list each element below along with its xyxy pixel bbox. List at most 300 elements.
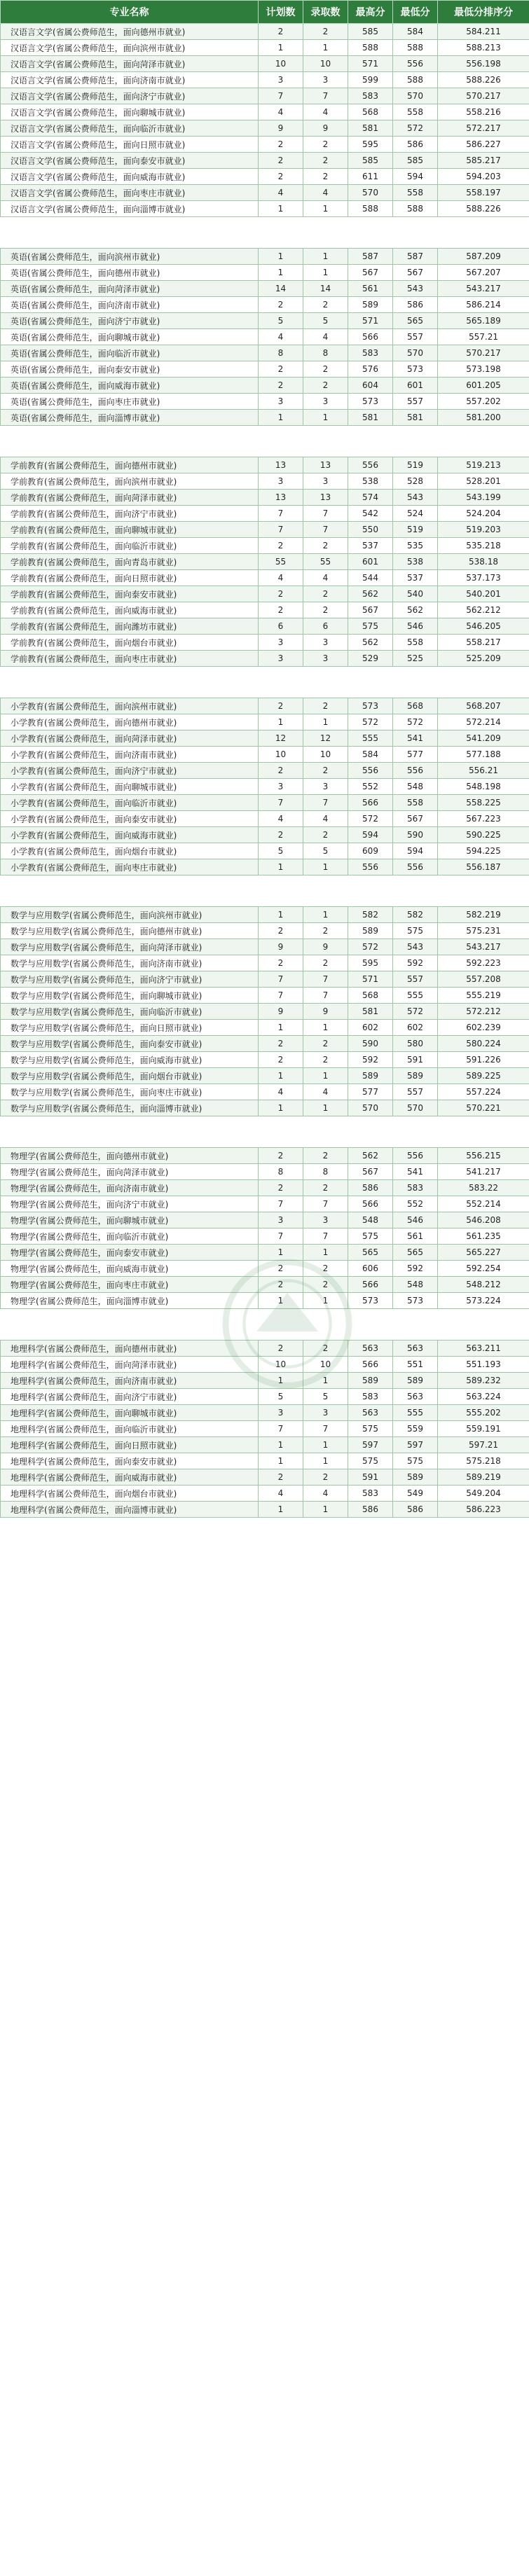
admitted-count-cell: 1 (303, 1437, 348, 1453)
plan-count-cell: 2 (259, 1341, 303, 1357)
lowest-score-cell: 602 (393, 1020, 438, 1036)
group-separator-cell (1, 1116, 529, 1148)
lowest-score-cell: 601 (393, 378, 438, 394)
major-name-cell: 数学与应用数学(省属公费师范生，面向济南市就业) (1, 955, 259, 971)
lowest-score-cell: 561 (393, 1228, 438, 1245)
lowest-score-cell: 558 (393, 635, 438, 651)
table-row (1, 361, 529, 378)
admitted-count-cell: 1 (303, 1453, 348, 1469)
major-name-cell: 学前教育(省属公费师范生，面向济宁市就业) (1, 506, 259, 522)
highest-score-cell: 544 (348, 570, 393, 586)
highest-score-cell: 568 (348, 988, 393, 1004)
major-name-cell: 数学与应用数学(省属公费师范生，面向泰安市就业) (1, 1036, 259, 1052)
plan-count-cell: 2 (259, 955, 303, 971)
lowest-score-cell: 567 (393, 811, 438, 827)
highest-score-cell: 566 (348, 1277, 393, 1293)
lowest-rank-score-cell: 565.189 (438, 313, 529, 329)
major-name-cell: 物理学(省属公费师范生，面向德州市就业) (1, 1148, 259, 1164)
highest-score-cell: 583 (348, 345, 393, 361)
admitted-count-cell: 1 (303, 1100, 348, 1116)
lowest-score-cell: 555 (393, 988, 438, 1004)
lowest-score-cell: 546 (393, 618, 438, 635)
plan-count-cell: 7 (259, 971, 303, 988)
lowest-rank-score-cell: 594.225 (438, 843, 529, 859)
lowest-score-cell: 549 (393, 1486, 438, 1502)
lowest-rank-score-cell: 557.21 (438, 329, 529, 345)
plan-count-cell: 1 (259, 1068, 303, 1084)
lowest-score-cell: 572 (393, 714, 438, 730)
plan-count-cell: 1 (259, 265, 303, 281)
highest-score-cell: 587 (348, 249, 393, 265)
major-name-cell: 学前教育(省属公费师范生，面向德州市就业) (1, 457, 259, 473)
lowest-score-cell: 575 (393, 923, 438, 939)
table-header-row (1, 1, 529, 24)
admitted-count-cell: 3 (303, 1405, 348, 1421)
admitted-count-cell: 12 (303, 730, 348, 747)
major-name-cell: 物理学(省属公费师范生，面向威海市就业) (1, 1261, 259, 1277)
lowest-score-cell: 558 (393, 104, 438, 120)
admitted-count-cell: 1 (303, 859, 348, 875)
plan-count-cell: 2 (259, 923, 303, 939)
lowest-score-cell: 592 (393, 1261, 438, 1277)
lowest-rank-score-cell: 535.218 (438, 538, 529, 554)
plan-count-cell: 5 (259, 1389, 303, 1405)
admitted-count-cell: 2 (303, 361, 348, 378)
table-row (1, 618, 529, 635)
lowest-rank-score-cell: 519.203 (438, 522, 529, 538)
highest-score-cell: 567 (348, 602, 393, 618)
admitted-count-cell: 2 (303, 923, 348, 939)
admitted-count-cell: 2 (303, 1052, 348, 1068)
admitted-count-cell: 2 (303, 1469, 348, 1486)
highest-score-cell: 602 (348, 1020, 393, 1036)
highest-score-cell: 565 (348, 1245, 393, 1261)
highest-score-cell: 572 (348, 714, 393, 730)
lowest-score-cell: 524 (393, 506, 438, 522)
lowest-score-cell: 587 (393, 249, 438, 265)
admitted-count-cell: 13 (303, 457, 348, 473)
table-row (1, 988, 529, 1004)
admitted-count-cell: 7 (303, 1196, 348, 1212)
group-separator (1, 667, 529, 698)
lowest-rank-score-cell: 589.232 (438, 1373, 529, 1389)
lowest-rank-score-cell: 577.188 (438, 747, 529, 763)
lowest-score-cell: 543 (393, 281, 438, 297)
admitted-count-cell: 4 (303, 104, 348, 120)
table-row (1, 1405, 529, 1421)
table-row (1, 249, 529, 265)
highest-score-cell: 592 (348, 1052, 393, 1068)
lowest-rank-score-cell: 581.200 (438, 410, 529, 426)
major-name-cell: 汉语言文学(省属公费师范生，面向菏泽市就业) (1, 56, 259, 72)
header-admitted-count: 录取数 (303, 1, 348, 24)
lowest-score-cell: 589 (393, 1068, 438, 1084)
table-row (1, 169, 529, 185)
highest-score-cell: 563 (348, 1341, 393, 1357)
admitted-count-cell: 2 (303, 763, 348, 779)
major-name-cell: 英语(省属公费师范生，面向威海市就业) (1, 378, 259, 394)
admitted-count-cell: 1 (303, 410, 348, 426)
plan-count-cell: 7 (259, 506, 303, 522)
lowest-rank-score-cell: 549.204 (438, 1486, 529, 1502)
lowest-rank-score-cell: 570.217 (438, 345, 529, 361)
lowest-rank-score-cell: 572.214 (438, 714, 529, 730)
table-row (1, 971, 529, 988)
lowest-rank-score-cell: 546.208 (438, 1212, 529, 1228)
major-name-cell: 学前教育(省属公费师范生，面向威海市就业) (1, 602, 259, 618)
lowest-rank-score-cell: 585.217 (438, 153, 529, 169)
lowest-rank-score-cell: 537.173 (438, 570, 529, 586)
plan-count-cell: 2 (259, 137, 303, 153)
plan-count-cell: 5 (259, 843, 303, 859)
admitted-count-cell: 2 (303, 378, 348, 394)
highest-score-cell: 574 (348, 490, 393, 506)
highest-score-cell: 604 (348, 378, 393, 394)
major-name-cell: 学前教育(省属公费师范生，面向聊城市就业) (1, 522, 259, 538)
table-row (1, 1437, 529, 1453)
table-row (1, 1196, 529, 1212)
plan-count-cell: 14 (259, 281, 303, 297)
table-row (1, 24, 529, 40)
major-name-cell: 英语(省属公费师范生，面向滨州市就业) (1, 249, 259, 265)
highest-score-cell: 588 (348, 40, 393, 56)
admitted-count-cell: 1 (303, 907, 348, 923)
group-separator-cell (1, 426, 529, 457)
admitted-count-cell: 3 (303, 1212, 348, 1228)
table-row (1, 1068, 529, 1084)
plan-count-cell: 1 (259, 1373, 303, 1389)
table-row (1, 1164, 529, 1180)
admitted-count-cell: 7 (303, 88, 348, 104)
major-name-cell: 汉语言文学(省属公费师范生，面向威海市就业) (1, 169, 259, 185)
lowest-score-cell: 594 (393, 843, 438, 859)
lowest-rank-score-cell: 559.191 (438, 1421, 529, 1437)
admitted-count-cell: 14 (303, 281, 348, 297)
major-name-cell: 数学与应用数学(省属公费师范生，面向菏泽市就业) (1, 939, 259, 955)
plan-count-cell: 1 (259, 1100, 303, 1116)
plan-count-cell: 5 (259, 313, 303, 329)
major-name-cell: 英语(省属公费师范生，面向聊城市就业) (1, 329, 259, 345)
highest-score-cell: 575 (348, 1421, 393, 1437)
lowest-rank-score-cell: 583.22 (438, 1180, 529, 1196)
admitted-count-cell: 7 (303, 522, 348, 538)
major-name-cell: 物理学(省属公费师范生，面向聊城市就业) (1, 1212, 259, 1228)
lowest-rank-score-cell: 586.223 (438, 1502, 529, 1518)
table-row (1, 265, 529, 281)
lowest-score-cell: 572 (393, 120, 438, 137)
lowest-rank-score-cell: 558.216 (438, 104, 529, 120)
lowest-score-cell: 525 (393, 651, 438, 667)
table-body (1, 24, 529, 1518)
major-name-cell: 汉语言文学(省属公费师范生，面向德州市就业) (1, 24, 259, 40)
plan-count-cell: 7 (259, 1228, 303, 1245)
lowest-score-cell: 565 (393, 313, 438, 329)
lowest-rank-score-cell: 584.211 (438, 24, 529, 40)
admitted-count-cell: 1 (303, 265, 348, 281)
highest-score-cell: 581 (348, 1004, 393, 1020)
lowest-score-cell: 563 (393, 1389, 438, 1405)
admitted-count-cell: 2 (303, 955, 348, 971)
major-name-cell: 汉语言文学(省属公费师范生，面向济宁市就业) (1, 88, 259, 104)
major-name-cell: 学前教育(省属公费师范生，面向菏泽市就业) (1, 490, 259, 506)
table-row (1, 281, 529, 297)
lowest-score-cell: 538 (393, 554, 438, 570)
admitted-count-cell: 7 (303, 1421, 348, 1437)
lowest-score-cell: 557 (393, 329, 438, 345)
lowest-score-cell: 586 (393, 297, 438, 313)
highest-score-cell: 586 (348, 1180, 393, 1196)
highest-score-cell: 591 (348, 1469, 393, 1486)
lowest-score-cell: 556 (393, 763, 438, 779)
lowest-score-cell: 535 (393, 538, 438, 554)
lowest-score-cell: 570 (393, 88, 438, 104)
lowest-rank-score-cell: 572.217 (438, 120, 529, 137)
major-name-cell: 小学教育(省属公费师范生，面向菏泽市就业) (1, 730, 259, 747)
major-name-cell: 汉语言文学(省属公费师范生，面向济南市就业) (1, 72, 259, 88)
lowest-score-cell: 597 (393, 1437, 438, 1453)
highest-score-cell: 601 (348, 554, 393, 570)
lowest-rank-score-cell: 541.209 (438, 730, 529, 747)
highest-score-cell: 581 (348, 120, 393, 137)
lowest-score-cell: 541 (393, 730, 438, 747)
header-lowest-score: 最低分 (393, 1, 438, 24)
plan-count-cell: 2 (259, 169, 303, 185)
plan-count-cell: 1 (259, 201, 303, 217)
lowest-score-cell: 589 (393, 1373, 438, 1389)
highest-score-cell: 556 (348, 763, 393, 779)
admitted-count-cell: 4 (303, 1486, 348, 1502)
header-major-name: 专业名称 (1, 1, 259, 24)
major-name-cell: 汉语言文学(省属公费师范生，面向滨州市就业) (1, 40, 259, 56)
plan-count-cell: 10 (259, 1357, 303, 1373)
highest-score-cell: 555 (348, 730, 393, 747)
admitted-count-cell: 4 (303, 570, 348, 586)
lowest-score-cell: 519 (393, 522, 438, 538)
plan-count-cell: 2 (259, 297, 303, 313)
plan-count-cell: 1 (259, 249, 303, 265)
table-row (1, 939, 529, 955)
admitted-count-cell: 1 (303, 1502, 348, 1518)
highest-score-cell: 572 (348, 811, 393, 827)
table-row (1, 923, 529, 939)
plan-count-cell: 3 (259, 635, 303, 651)
plan-count-cell: 4 (259, 811, 303, 827)
admitted-count-cell: 1 (303, 714, 348, 730)
lowest-score-cell: 528 (393, 473, 438, 490)
lowest-rank-score-cell: 558.217 (438, 635, 529, 651)
table-row (1, 345, 529, 361)
table-row (1, 56, 529, 72)
plan-count-cell: 9 (259, 939, 303, 955)
table-row (1, 602, 529, 618)
highest-score-cell: 552 (348, 779, 393, 795)
table-row (1, 635, 529, 651)
admitted-count-cell: 6 (303, 618, 348, 635)
table-row (1, 779, 529, 795)
major-name-cell: 学前教育(省属公费师范生，面向日照市就业) (1, 570, 259, 586)
table-row (1, 1261, 529, 1277)
admitted-count-cell: 2 (303, 698, 348, 714)
lowest-rank-score-cell: 573.224 (438, 1293, 529, 1309)
admitted-count-cell: 3 (303, 394, 348, 410)
major-name-cell: 学前教育(省属公费师范生，面向临沂市就业) (1, 538, 259, 554)
admitted-count-cell: 1 (303, 1293, 348, 1309)
plan-count-cell: 8 (259, 1164, 303, 1180)
major-name-cell: 学前教育(省属公费师范生，面向青岛市就业) (1, 554, 259, 570)
highest-score-cell: 568 (348, 104, 393, 120)
plan-count-cell: 2 (259, 1036, 303, 1052)
plan-count-cell: 4 (259, 1084, 303, 1100)
major-name-cell: 地理科学(省属公费师范生，面向泰安市就业) (1, 1453, 259, 1469)
plan-count-cell: 1 (259, 410, 303, 426)
table-row (1, 747, 529, 763)
table-row (1, 1020, 529, 1036)
table-row (1, 1293, 529, 1309)
admitted-count-cell: 2 (303, 24, 348, 40)
admitted-count-cell: 2 (303, 137, 348, 153)
plan-count-cell: 1 (259, 714, 303, 730)
highest-score-cell: 589 (348, 1373, 393, 1389)
lowest-rank-score-cell: 557.208 (438, 971, 529, 988)
major-name-cell: 物理学(省属公费师范生，面向泰安市就业) (1, 1245, 259, 1261)
lowest-rank-score-cell: 524.204 (438, 506, 529, 522)
table-row (1, 1245, 529, 1261)
lowest-score-cell: 589 (393, 1469, 438, 1486)
admitted-count-cell: 8 (303, 1164, 348, 1180)
major-name-cell: 物理学(省属公费师范生，面向枣庄市就业) (1, 1277, 259, 1293)
plan-count-cell: 4 (259, 570, 303, 586)
table-row (1, 1373, 529, 1389)
highest-score-cell: 566 (348, 1196, 393, 1212)
major-name-cell: 英语(省属公费师范生，面向临沂市就业) (1, 345, 259, 361)
admitted-count-cell: 4 (303, 185, 348, 201)
table-row (1, 88, 529, 104)
admitted-count-cell: 1 (303, 40, 348, 56)
admitted-count-cell: 10 (303, 56, 348, 72)
highest-score-cell: 581 (348, 410, 393, 426)
major-name-cell: 地理科学(省属公费师范生，面向聊城市就业) (1, 1405, 259, 1421)
lowest-rank-score-cell: 575.218 (438, 1453, 529, 1469)
plan-count-cell: 8 (259, 345, 303, 361)
lowest-score-cell: 575 (393, 1453, 438, 1469)
admitted-count-cell: 10 (303, 747, 348, 763)
major-name-cell: 汉语言文学(省属公费师范生，面向泰安市就业) (1, 153, 259, 169)
admitted-count-cell: 4 (303, 811, 348, 827)
table-row (1, 859, 529, 875)
lowest-rank-score-cell: 601.205 (438, 378, 529, 394)
lowest-rank-score-cell: 541.217 (438, 1164, 529, 1180)
plan-count-cell: 7 (259, 795, 303, 811)
plan-count-cell: 12 (259, 730, 303, 747)
major-name-cell: 小学教育(省属公费师范生，面向枣庄市就业) (1, 859, 259, 875)
plan-count-cell: 1 (259, 907, 303, 923)
lowest-rank-score-cell: 563.224 (438, 1389, 529, 1405)
lowest-score-cell: 573 (393, 361, 438, 378)
lowest-score-cell: 563 (393, 1341, 438, 1357)
admitted-count-cell: 4 (303, 1084, 348, 1100)
major-name-cell: 英语(省属公费师范生，面向济宁市就业) (1, 313, 259, 329)
lowest-rank-score-cell: 567.223 (438, 811, 529, 827)
major-name-cell: 地理科学(省属公费师范生，面向临沂市就业) (1, 1421, 259, 1437)
highest-score-cell: 583 (348, 88, 393, 104)
highest-score-cell: 567 (348, 1164, 393, 1180)
lowest-rank-score-cell: 555.202 (438, 1405, 529, 1421)
lowest-rank-score-cell: 556.198 (438, 56, 529, 72)
table-row (1, 1004, 529, 1020)
lowest-rank-score-cell: 602.239 (438, 1020, 529, 1036)
lowest-score-cell: 543 (393, 490, 438, 506)
major-name-cell: 汉语言文学(省属公费师范生，面向聊城市就业) (1, 104, 259, 120)
major-name-cell: 小学教育(省属公费师范生，面向临沂市就业) (1, 795, 259, 811)
major-name-cell: 小学教育(省属公费师范生，面向泰安市就业) (1, 811, 259, 827)
table-row (1, 586, 529, 602)
table-row (1, 506, 529, 522)
lowest-rank-score-cell: 519.213 (438, 457, 529, 473)
major-name-cell: 学前教育(省属公费师范生，面向潍坊市就业) (1, 618, 259, 635)
table-row (1, 1357, 529, 1373)
table-row (1, 698, 529, 714)
table-row (1, 378, 529, 394)
lowest-score-cell: 581 (393, 410, 438, 426)
table-row (1, 1180, 529, 1196)
table-row (1, 104, 529, 120)
lowest-rank-score-cell: 556.21 (438, 763, 529, 779)
lowest-rank-score-cell: 558.225 (438, 795, 529, 811)
major-name-cell: 地理科学(省属公费师范生，面向济南市就业) (1, 1373, 259, 1389)
admitted-count-cell: 2 (303, 602, 348, 618)
plan-count-cell: 4 (259, 1486, 303, 1502)
table-row (1, 1389, 529, 1405)
table-row (1, 730, 529, 747)
lowest-score-cell: 592 (393, 955, 438, 971)
highest-score-cell: 562 (348, 635, 393, 651)
major-name-cell: 地理科学(省属公费师范生，面向淄博市就业) (1, 1502, 259, 1518)
lowest-score-cell: 552 (393, 1196, 438, 1212)
highest-score-cell: 583 (348, 1389, 393, 1405)
highest-score-cell: 586 (348, 1502, 393, 1518)
table-row (1, 651, 529, 667)
table-row (1, 329, 529, 345)
table-row (1, 1036, 529, 1052)
lowest-score-cell: 537 (393, 570, 438, 586)
major-name-cell: 数学与应用数学(省属公费师范生，面向枣庄市就业) (1, 1084, 259, 1100)
lowest-rank-score-cell: 580.224 (438, 1036, 529, 1052)
admitted-count-cell: 1 (303, 201, 348, 217)
table-row (1, 185, 529, 201)
highest-score-cell: 597 (348, 1437, 393, 1453)
lowest-score-cell: 568 (393, 698, 438, 714)
plan-count-cell: 1 (259, 1437, 303, 1453)
group-separator (1, 1309, 529, 1341)
admitted-count-cell: 2 (303, 1180, 348, 1196)
plan-count-cell: 1 (259, 1293, 303, 1309)
admitted-count-cell: 3 (303, 779, 348, 795)
plan-count-cell: 6 (259, 618, 303, 635)
major-name-cell: 数学与应用数学(省属公费师范生，面向德州市就业) (1, 923, 259, 939)
highest-score-cell: 583 (348, 1486, 393, 1502)
lowest-rank-score-cell: 557.224 (438, 1084, 529, 1100)
plan-count-cell: 2 (259, 1261, 303, 1277)
highest-score-cell: 542 (348, 506, 393, 522)
plan-count-cell: 3 (259, 779, 303, 795)
lowest-rank-score-cell: 540.201 (438, 586, 529, 602)
major-name-cell: 数学与应用数学(省属公费师范生，面向聊城市就业) (1, 988, 259, 1004)
plan-count-cell: 2 (259, 827, 303, 843)
admitted-count-cell: 2 (303, 169, 348, 185)
highest-score-cell: 566 (348, 795, 393, 811)
lowest-rank-score-cell: 561.235 (438, 1228, 529, 1245)
major-name-cell: 数学与应用数学(省属公费师范生，面向淄博市就业) (1, 1100, 259, 1116)
